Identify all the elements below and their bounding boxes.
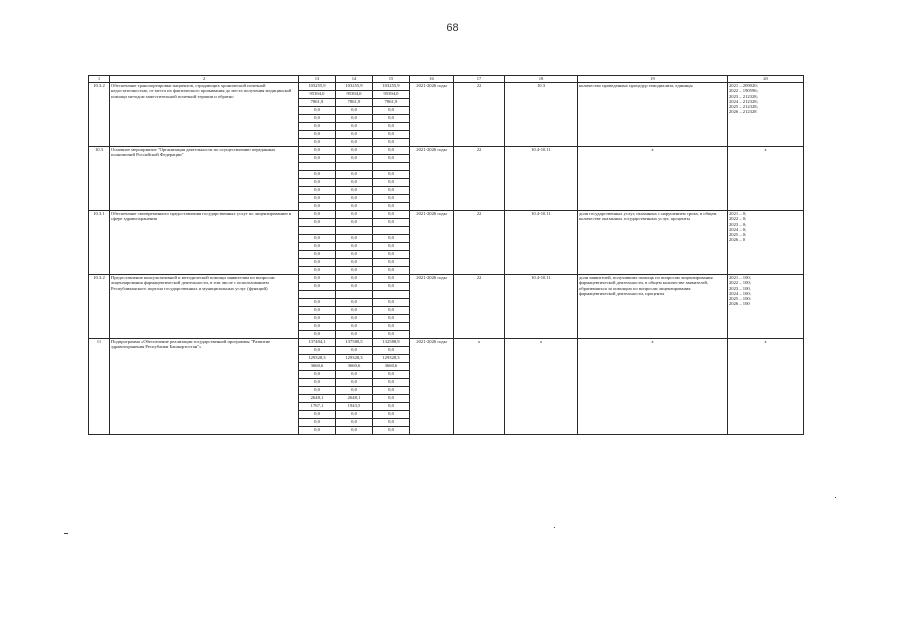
amount-cell: 0,0: [336, 427, 373, 435]
amount-cell: 0,0: [373, 147, 410, 155]
amount-cell: 0,0: [336, 387, 373, 395]
row-code: 11: [89, 339, 110, 435]
row-indicator: доля заявителей, получивших помощь по вопросам лицензирования фармацевтической деятельности, в общем количестве заявителей, обратившихся за помощью по вопросам лицензирования фармацевтической деятельности, проценты: [578, 275, 728, 339]
row-name: Предоставление консультативной и методической помощи заявителям по вопросам лицензирования фармацевтической деятельности, в том числе с использованием Республиканского портала государственных и муниципальных услуг (функций): [110, 275, 299, 339]
row-period: 2021-2026 годы: [410, 339, 454, 435]
row-c18: 10.4-10.11: [505, 147, 578, 211]
amount-cell: 0,0: [299, 371, 336, 379]
target-value: x: [764, 147, 767, 152]
row-c17: 22: [454, 211, 505, 275]
row-c17: 22: [454, 275, 505, 339]
amount-cell: [336, 163, 373, 171]
amount-cell: 0,0: [373, 155, 410, 163]
amount-cell: 0,0: [336, 235, 373, 243]
row-indicator: x: [578, 339, 728, 435]
amount-cell: 0,0: [336, 107, 373, 115]
amount-cell: 0,0: [373, 323, 410, 331]
amount-cell: 137580,5: [336, 339, 373, 347]
amount-cell: 0,0: [336, 187, 373, 195]
amount-cell: 95394,0: [299, 91, 336, 99]
amount-cell: 0,0: [336, 123, 373, 131]
amount-cell: 0,0: [373, 331, 410, 339]
amount-cell: 0,0: [336, 283, 373, 291]
header-cell: 13: [299, 76, 336, 83]
amount-cell: 0,0: [336, 379, 373, 387]
amount-cell: 0,0: [336, 139, 373, 147]
row-period: 2021-2026 годы: [410, 211, 454, 275]
row-c17: 22: [454, 83, 505, 147]
amount-cell: 0,0: [299, 115, 336, 123]
target-value: 2023 – 100,: [729, 285, 751, 291]
target-value: 2022 – 0;: [729, 216, 747, 222]
amount-cell: 0,0: [373, 395, 410, 403]
row-name: Основное мероприятие "Организация деятельности по осуществлению переданных полномочий Российской Федерации": [110, 147, 299, 211]
amount-cell: 0,0: [336, 155, 373, 163]
amount-cell: 0,0: [299, 283, 336, 291]
amount-cell: 95394,0: [373, 91, 410, 99]
amount-cell: [299, 163, 336, 171]
amount-cell: 0,0: [299, 275, 336, 283]
row-period: 2021-2026 годы: [410, 275, 454, 339]
row-targets: [728, 339, 804, 435]
amount-cell: 0,0: [336, 211, 373, 219]
amount-cell: 0,0: [373, 131, 410, 139]
row-period: 2021-2026 годы: [410, 83, 454, 147]
amount-cell: [336, 291, 373, 299]
row-targets: [728, 147, 804, 211]
row-c17: x: [454, 339, 505, 435]
amount-cell: 0,0: [336, 171, 373, 179]
row-c18: 10.4-10.11: [505, 211, 578, 275]
amount-cell: 0,0: [299, 427, 336, 435]
row-c17: 22: [454, 147, 505, 211]
row-period: 2021-2026 годы: [410, 147, 454, 211]
amount-cell: 3660,6: [299, 363, 336, 371]
amount-cell: 0,0: [336, 307, 373, 315]
amount-cell: 0,0: [373, 115, 410, 123]
amount-cell: 0,0: [373, 419, 410, 427]
amount-cell: 0,0: [299, 243, 336, 251]
table-row: [89, 83, 804, 91]
amount-cell: 0,0: [299, 419, 336, 427]
amount-cell: 0,0: [373, 299, 410, 307]
amount-cell: 0,0: [336, 179, 373, 187]
amount-cell: [373, 163, 410, 171]
amount-cell: 0,0: [373, 411, 410, 419]
row-c18: x: [505, 339, 578, 435]
amount-cell: [373, 227, 410, 235]
amount-cell: 137404,1: [299, 339, 336, 347]
amount-cell: 0,0: [373, 251, 410, 259]
amount-cell: 0,0: [373, 387, 410, 395]
row-targets: [728, 275, 804, 339]
table-row: [89, 211, 804, 219]
amount-cell: 0,0: [299, 171, 336, 179]
table-row: [89, 339, 804, 347]
amount-cell: 0,0: [336, 371, 373, 379]
amount-cell: 0,0: [373, 243, 410, 251]
target-value: 2024 – 212328;: [729, 98, 758, 104]
target-value: 2026 – 0: [729, 237, 746, 243]
table-row: [89, 147, 804, 155]
table-row: [89, 275, 804, 283]
amount-cell: 0,0: [299, 315, 336, 323]
amount-cell: 1767,1: [299, 403, 336, 411]
amount-cell: 3660,6: [373, 363, 410, 371]
row-name: Обеспечение транспортировки пациентов, страдающих хронической почечной недостаточностью, от места их фактического проживания до места получения медицинской помощи методом заместительной почечной терапии и обратно: [110, 83, 299, 147]
amount-cell: 0,0: [299, 219, 336, 227]
row-indicator: доля государственных услуг, оказанных с нарушением срока, в общем количестве оказанных государственных услуг, проценты: [578, 211, 728, 275]
header-cell: 14: [336, 76, 373, 83]
amount-cell: 0,0: [373, 187, 410, 195]
row-indicator: x: [578, 147, 728, 211]
target-value: 2026 – 212328: [729, 109, 757, 115]
header-cell: 16: [410, 76, 454, 83]
amount-cell: 0,0: [299, 195, 336, 203]
amount-cell: 0,0: [336, 299, 373, 307]
target-value: 2024 – 100;: [729, 290, 751, 296]
amount-cell: 0,0: [373, 179, 410, 187]
amount-cell: 0,0: [299, 107, 336, 115]
amount-cell: 0,0: [299, 379, 336, 387]
amount-cell: 0,0: [299, 203, 336, 211]
amount-cell: 0,0: [299, 347, 336, 355]
amount-cell: 0,0: [336, 243, 373, 251]
scan-mark: [835, 497, 836, 498]
amount-cell: 0,0: [336, 195, 373, 203]
amount-cell: 0,0: [336, 203, 373, 211]
amount-cell: 0,0: [336, 315, 373, 323]
target-value: 2024 – 0;: [729, 226, 747, 232]
amount-cell: 0,0: [373, 379, 410, 387]
target-value: 2021 – 209020;: [729, 83, 758, 88]
amount-cell: 0,0: [299, 235, 336, 243]
amount-cell: 0,0: [299, 123, 336, 131]
amount-cell: 0,0: [336, 115, 373, 123]
target-value: 2023 – 212328;: [729, 93, 758, 99]
row-c18: 10.3: [505, 83, 578, 147]
amount-cell: 0,0: [299, 323, 336, 331]
amount-cell: 0,0: [336, 131, 373, 139]
amount-cell: 7861,9: [373, 99, 410, 107]
header-cell: 17: [454, 76, 505, 83]
amount-cell: 129328,3: [373, 355, 410, 363]
amount-cell: 0,0: [336, 147, 373, 155]
amount-cell: 0,0: [336, 347, 373, 355]
program-table: [88, 75, 804, 435]
amount-cell: 0,0: [373, 307, 410, 315]
amount-cell: 0,0: [373, 427, 410, 435]
amount-cell: 0,0: [373, 203, 410, 211]
target-value: 2025 – 212328;: [729, 104, 758, 110]
amount-cell: [299, 227, 336, 235]
row-name: Подпрограмма «Обеспечение реализации государственной программы "Развитие здравоохранения Республики Башкортостан"»: [110, 339, 299, 435]
amount-cell: 0,0: [336, 331, 373, 339]
amount-cell: [299, 291, 336, 299]
amount-cell: 0,0: [373, 275, 410, 283]
target-value: 2022 – 100;: [729, 280, 751, 286]
header-row: [89, 76, 804, 83]
amount-cell: 0,0: [336, 219, 373, 227]
amount-cell: 103255,9: [373, 83, 410, 91]
amount-cell: 103255,9: [299, 83, 336, 91]
scan-mark: [554, 527, 555, 528]
amount-cell: 0,0: [373, 235, 410, 243]
amount-cell: 0,0: [299, 211, 336, 219]
amount-cell: 0,0: [336, 419, 373, 427]
amount-cell: 0,0: [336, 275, 373, 283]
row-code: 10.3: [89, 147, 110, 211]
amount-cell: 129328,3: [299, 355, 336, 363]
target-value: x: [764, 339, 767, 344]
amount-cell: 0,0: [373, 107, 410, 115]
row-code: 10.3.2: [89, 83, 110, 147]
row-targets: [728, 83, 804, 147]
amount-cell: 0,0: [299, 307, 336, 315]
amount-cell: 0,0: [336, 411, 373, 419]
header-cell: 20: [728, 76, 804, 83]
amount-cell: 0,0: [373, 347, 410, 355]
amount-cell: 0,0: [299, 179, 336, 187]
header-cell: 15: [373, 76, 410, 83]
amount-cell: 0,0: [299, 411, 336, 419]
amount-cell: 2648,1: [336, 395, 373, 403]
amount-cell: 0,0: [373, 371, 410, 379]
target-value: 2021 – 100;: [729, 275, 751, 280]
row-code: 10.3.2: [89, 275, 110, 339]
amount-cell: 0,0: [299, 155, 336, 163]
target-value: 2025 – 0;: [729, 232, 747, 238]
amount-cell: 2648,1: [299, 395, 336, 403]
amount-cell: 0,0: [373, 315, 410, 323]
header-cell: 2: [110, 76, 299, 83]
amount-cell: 0,0: [373, 171, 410, 179]
amount-cell: 129328,3: [336, 355, 373, 363]
amount-cell: 7861,9: [299, 99, 336, 107]
amount-cell: 0,0: [299, 131, 336, 139]
amount-cell: 0,0: [299, 331, 336, 339]
amount-cell: 0,0: [299, 387, 336, 395]
amount-cell: 1943,5: [336, 403, 373, 411]
amount-cell: 0,0: [373, 123, 410, 131]
table-body: [89, 83, 804, 435]
amount-cell: 0,0: [299, 259, 336, 267]
header-cell: 19: [578, 76, 728, 83]
row-targets: [728, 211, 804, 275]
row-name: Обеспечение своевременного предоставления государственных услуг по лицензированию в сфере здравоохранения: [110, 211, 299, 275]
amount-cell: 132588,9: [373, 339, 410, 347]
amount-cell: 3660,6: [336, 363, 373, 371]
amount-cell: 0,0: [299, 251, 336, 259]
target-value: 2022 – 190596;: [729, 88, 758, 94]
amount-cell: 0,0: [336, 259, 373, 267]
amount-cell: 0,0: [373, 403, 410, 411]
target-value: 2021 – 0;: [729, 211, 747, 216]
row-code: 10.3.1: [89, 211, 110, 275]
target-value: 2026 – 100: [729, 301, 750, 307]
amount-cell: 0,0: [336, 323, 373, 331]
target-value: 2023 – 0;: [729, 221, 747, 227]
amount-cell: 0,0: [373, 219, 410, 227]
page-number: 68: [446, 22, 459, 34]
amount-cell: 0,0: [373, 139, 410, 147]
row-indicator: количество проведенных процедур гемодиализа, единицы: [578, 83, 728, 147]
amount-cell: 95394,0: [336, 91, 373, 99]
header-cell: 1: [89, 76, 110, 83]
amount-cell: 0,0: [373, 283, 410, 291]
amount-cell: [336, 227, 373, 235]
target-value: 2025 – 100;: [729, 296, 751, 302]
amount-cell: 0,0: [299, 299, 336, 307]
row-c18: 10.4-10.11: [505, 275, 578, 339]
amount-cell: 0,0: [299, 187, 336, 195]
amount-cell: [373, 291, 410, 299]
scan-mark: [64, 533, 68, 534]
amount-cell: 0,0: [373, 259, 410, 267]
amount-cell: 0,0: [336, 251, 373, 259]
amount-cell: 0,0: [373, 211, 410, 219]
amount-cell: 0,0: [373, 195, 410, 203]
amount-cell: 0,0: [299, 139, 336, 147]
header-cell: 18: [505, 76, 578, 83]
amount-cell: 0,0: [299, 267, 336, 275]
amount-cell: 0,0: [336, 267, 373, 275]
amount-cell: 0,0: [299, 147, 336, 155]
amount-cell: 0,0: [373, 267, 410, 275]
amount-cell: 7861,9: [336, 99, 373, 107]
amount-cell: 103255,9: [336, 83, 373, 91]
